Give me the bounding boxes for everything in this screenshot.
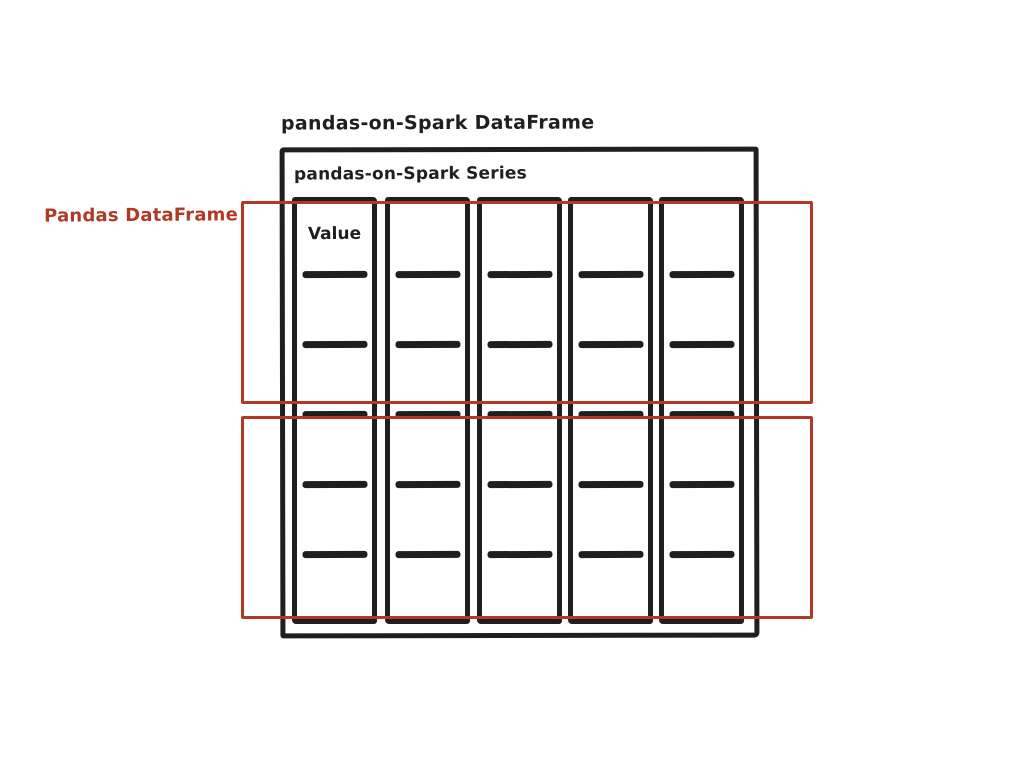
pandas-dataframe-label: Pandas DataFrame [44,204,239,227]
pandas-on-spark-series-label: pandas-on-Spark Series [293,163,527,185]
pandas-dataframe-outline-bottom [241,416,813,619]
value-column-header: Value [307,223,362,245]
pandas-on-spark-dataframe-title: pandas-on-Spark DataFrame [280,111,595,135]
pandas-dataframe-outline-top [241,201,813,404]
